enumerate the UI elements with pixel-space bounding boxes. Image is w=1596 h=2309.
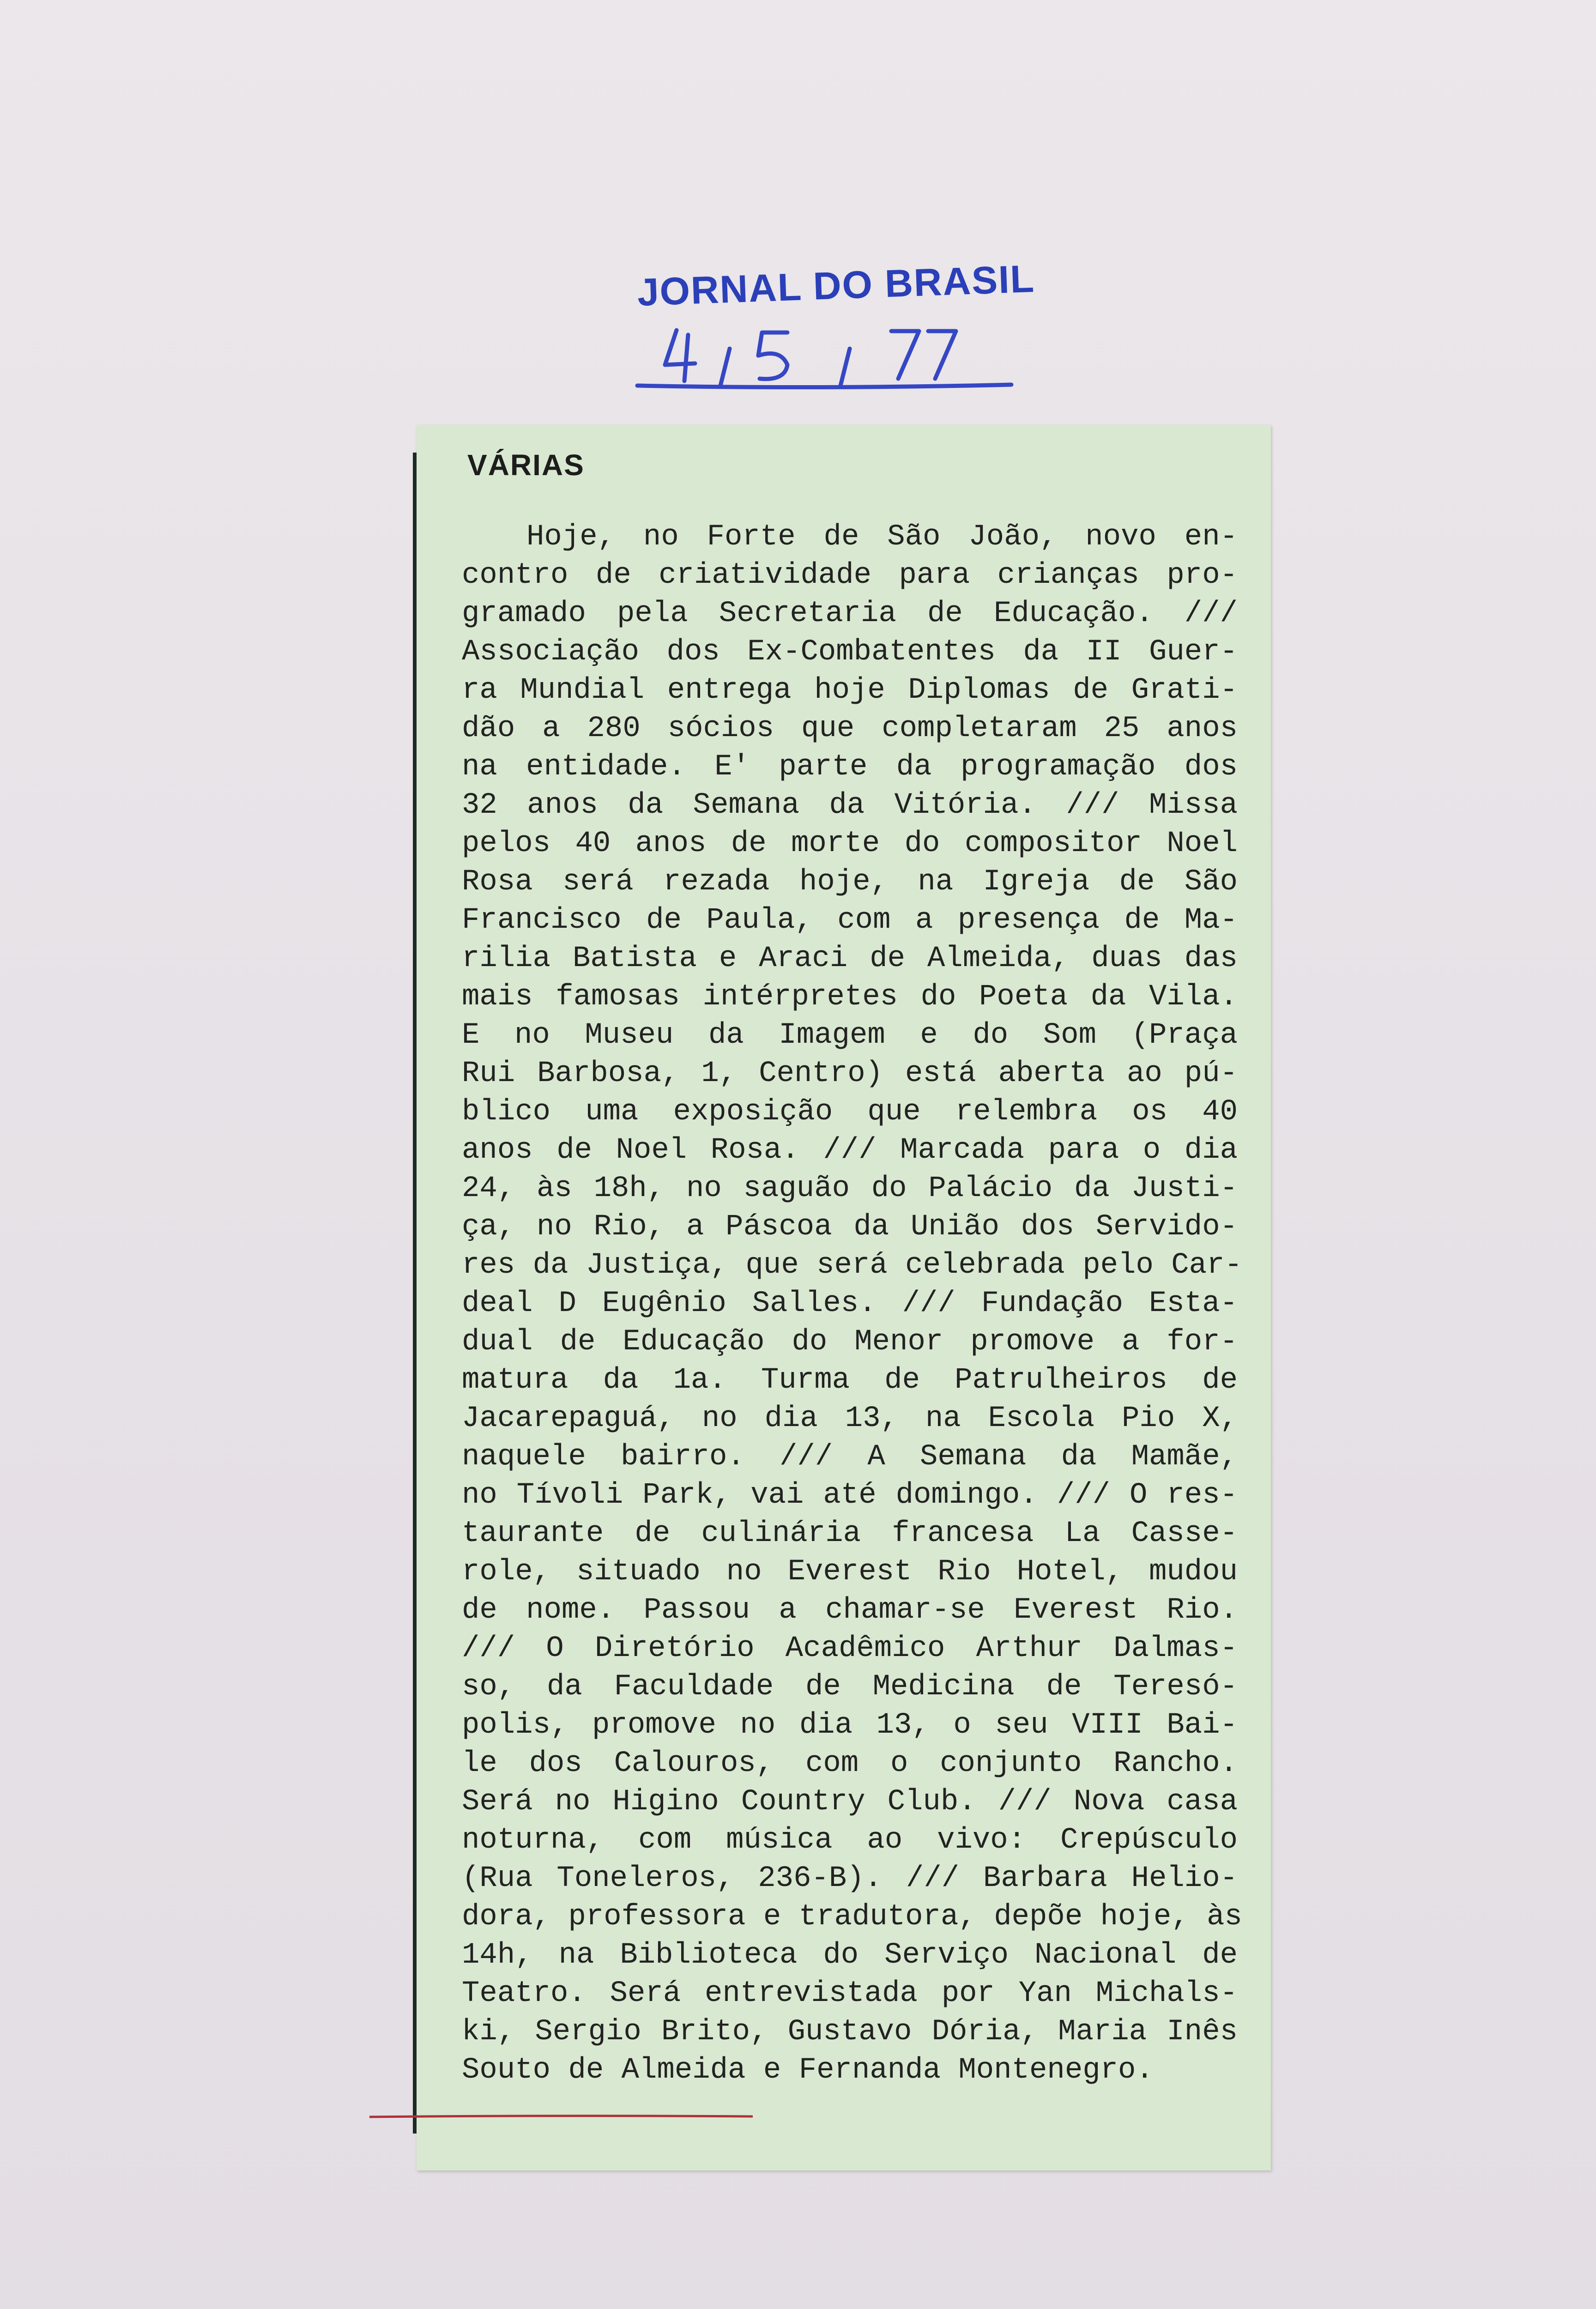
text-line: polis, promove no dia 13, o seu VIII Bai- [462,1709,1238,1742]
text-line: dual de Educação do Menor promove a for- [462,1325,1238,1359]
red-pen-underline [369,2114,753,2119]
text-line: Hoje, no Forte de São João, novo en- [526,520,1238,554]
text-line: de nome. Passou a chamar-se Everest Rio. [462,1594,1238,1627]
stamp-handwritten-date [633,321,1021,395]
text-line: Associação dos Ex-Combatentes da II Guer- [462,635,1238,669]
text-line: ra Mundial entrega hoje Diplomas de Grati- [462,674,1238,707]
text-line: res da Justiça, que será celebrada pelo Car- [462,1249,1242,1282]
text-line: mais famosas intérpretes do Poeta da Vila. [462,980,1238,1014]
text-line: rilia Batista e Araci de Almeida, duas das [462,942,1238,975]
text-line: 14h, na Biblioteca do Serviço Nacional de [462,1939,1238,1972]
text-line-last: Souto de Almeida e Fernanda Montenegro. [462,2054,1154,2087]
text-line: na entidade. E' parte da programação dos [462,750,1238,784]
newspaper-clipping [417,425,1271,2170]
text-line: matura da 1a. Turma de Patrulheiros de [462,1364,1238,1397]
text-line: Rosa será rezada hoje, na Igreja de São [462,865,1238,899]
text-line: Teatro. Será entrevistada por Yan Michals- [462,1977,1238,2010]
text-line: dão a 280 sócios que completaram 25 anos [462,712,1238,745]
text-line: naquele bairro. /// A Semana da Mamãe, [462,1440,1238,1474]
text-line: noturna, com música ao vivo: Crepúsculo [462,1824,1238,1857]
text-line: gramado pela Secretaria de Educação. /// [462,597,1238,630]
text-line: anos de Noel Rosa. /// Marcada para o dia [462,1134,1238,1167]
text-line: no Tívoli Park, vai até domingo. /// O res- [462,1479,1238,1512]
text-line: deal D Eugênio Salles. /// Fundação Esta- [462,1287,1238,1320]
text-line: Rui Barbosa, 1, Centro) está aberta ao pú- [462,1057,1238,1090]
clipping-body [462,518,1242,2090]
clipping-heading: VÁRIAS [467,448,585,482]
text-line: (Rua Toneleros, 236-B). /// Barbara Helio- [462,1862,1238,1895]
text-line: Jacarepaguá, no dia 13, na Escola Pio X, [462,1402,1238,1435]
text-line: role, situado no Everest Rio Hotel, mudou [462,1555,1238,1589]
text-line: blico uma exposição que relembra os 40 [462,1095,1238,1129]
text-line: E no Museu da Imagem e do Som (Praça [462,1019,1238,1052]
text-line: ki, Sergio Brito, Gustavo Dória, Maria Inês [462,2015,1238,2049]
text-line: le dos Calouros, com o conjunto Rancho. [462,1747,1238,1780]
text-line: pelos 40 anos de morte do compositor Noel [462,827,1238,860]
stamp-newspaper-name: JORNAL DO BRASIL [636,256,1036,314]
text-line: dora, professora e tradutora, depõe hoje, às [462,1900,1242,1934]
text-line: 24, às 18h, no saguão do Palácio da Justi- [462,1172,1238,1205]
text-line: contro de criatividade para crianças pro- [462,559,1238,592]
text-line: 32 anos da Semana da Vitória. /// Missa [462,789,1238,822]
text-line: so, da Faculdade de Medicina de Teresó- [462,1670,1238,1704]
text-line: /// O Diretório Acadêmico Arthur Dalmas- [462,1632,1238,1665]
text-line: Será no Higino Country Club. /// Nova casa [462,1785,1238,1819]
newspaper-stamp [633,256,1036,395]
text-line: taurante de culinária francesa La Casse- [462,1517,1238,1550]
text-line: Francisco de Paula, com a presença de Ma- [462,904,1238,937]
text-line: ça, no Rio, a Páscoa da União dos Servido- [462,1210,1238,1244]
